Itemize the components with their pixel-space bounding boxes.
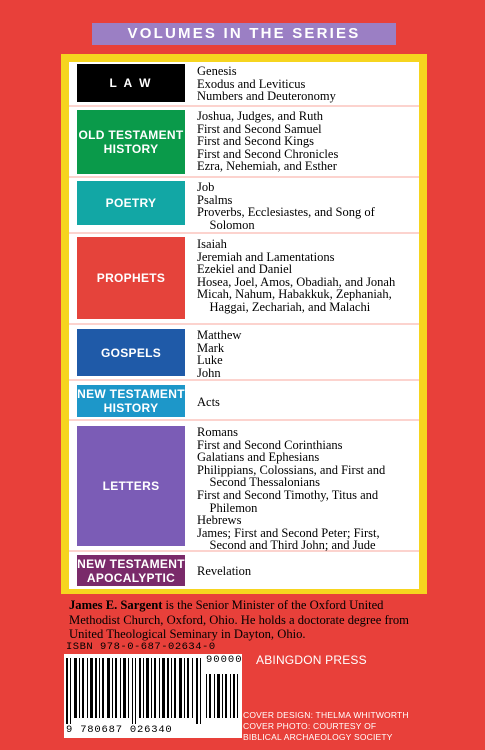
section-gospels <box>69 325 419 381</box>
author-name: James E. Sargent <box>69 598 163 612</box>
section-label: PROPHETS <box>77 237 185 319</box>
book-title: Psalms <box>197 192 233 207</box>
book-title: Matthew <box>197 328 242 342</box>
book-title: James; First and Second Peter; First, <box>197 525 380 540</box>
section-label: L A W <box>77 64 185 102</box>
book-title: Hebrews <box>197 513 242 528</box>
section-label: POETRY <box>77 181 185 225</box>
book-title: Second Thessalonians <box>197 475 321 490</box>
book-title: First and Second Timothy, Titus and <box>197 487 379 502</box>
book-title: First and Second Corinthians <box>197 437 343 452</box>
book-title: Ezra, Nehemiah, and Esther <box>197 159 337 174</box>
section-old-testament-history <box>69 107 419 178</box>
isbn-number: ISBN 978-0-687-02634-0 <box>66 641 216 653</box>
publisher-name: ABINGDON PRESS <box>256 653 367 667</box>
book-list <box>197 426 415 552</box>
section-letters <box>69 421 419 552</box>
section-label: OLD TESTAMENT HISTORY <box>77 110 185 174</box>
book-title: Job <box>197 180 215 194</box>
book-title: Numbers and Deuteronomy <box>197 89 336 104</box>
credit-line: COVER DESIGN: THELMA WHITWORTH <box>243 710 409 720</box>
book-list <box>197 110 415 173</box>
author-bio <box>69 598 431 642</box>
book-title: Isaiah <box>197 237 227 251</box>
barcode-number: 9 780687 026340 <box>66 724 173 736</box>
book-title: Solomon <box>197 217 255 232</box>
book-title: Romans <box>197 425 238 439</box>
credit-line: COVER PHOTO: COURTESY OF <box>243 721 377 731</box>
book-title: Exodus and Leviticus <box>197 76 306 91</box>
book-title: Micah, Nahum, Habakkuk, Zephaniah, <box>197 287 392 302</box>
price-code: 90000 <box>206 654 243 666</box>
book-title: Proverbs, Ecclesiastes, and Song of <box>197 205 375 220</box>
book-title: John <box>197 365 221 380</box>
section-label: GOSPELS <box>77 329 185 376</box>
section-poetry <box>69 178 419 234</box>
book-title: Genesis <box>197 64 237 78</box>
volumes-panel <box>69 62 419 589</box>
book-list <box>197 565 415 578</box>
book-list <box>197 238 415 314</box>
book-title: First and Second Kings <box>197 134 315 149</box>
book-title: Jeremiah and Lamentations <box>197 249 335 264</box>
section-label: NEW TESTAMENT APOCALYPTIC <box>77 556 185 585</box>
section-law <box>69 62 419 107</box>
book-title: Joshua, Judges, and Ruth <box>197 109 324 123</box>
section-prophets <box>69 234 419 325</box>
book-title: Philemon <box>197 500 258 515</box>
author-description: is the Senior Minister of the Oxford United Methodist Church, Oxford, Ohio. He holds a doctorate degree from United Theological Seminary in Dayton, Ohio. <box>69 598 409 641</box>
book-title: Haggai, Zechariah, and Malachi <box>197 299 371 314</box>
book-title: Hosea, Joel, Amos, Obadiah, and Jonah <box>197 274 396 289</box>
book-title: Ezekiel and Daniel <box>197 262 293 277</box>
book-title: Philippians, Colossians, and First and <box>197 462 386 477</box>
series-header: VOLUMES IN THE SERIES <box>92 23 396 45</box>
section-new-testament-history <box>69 381 419 421</box>
book-title: Luke <box>197 353 223 368</box>
book-list <box>197 181 415 231</box>
barcode <box>64 654 242 738</box>
book-title: Mark <box>197 340 225 355</box>
cover-credits <box>243 710 409 743</box>
book-list <box>197 65 415 103</box>
credit-line: BIBLICAL ARCHAEOLOGY SOCIETY <box>243 732 393 742</box>
section-label: NEW TESTAMENT HISTORY <box>77 387 185 415</box>
book-title: Galatians and Ephesians <box>197 450 320 465</box>
book-title: Second and Third John; and Jude <box>197 538 376 553</box>
book-list <box>197 329 415 379</box>
section-label: LETTERS <box>77 426 185 546</box>
book-list <box>197 396 415 409</box>
book-title: Revelation <box>197 564 252 578</box>
book-title: Acts <box>197 395 220 409</box>
section-new-testament-apocalyptic <box>69 552 419 589</box>
book-title: First and Second Chronicles <box>197 146 339 161</box>
book-title: First and Second Samuel <box>197 121 322 136</box>
